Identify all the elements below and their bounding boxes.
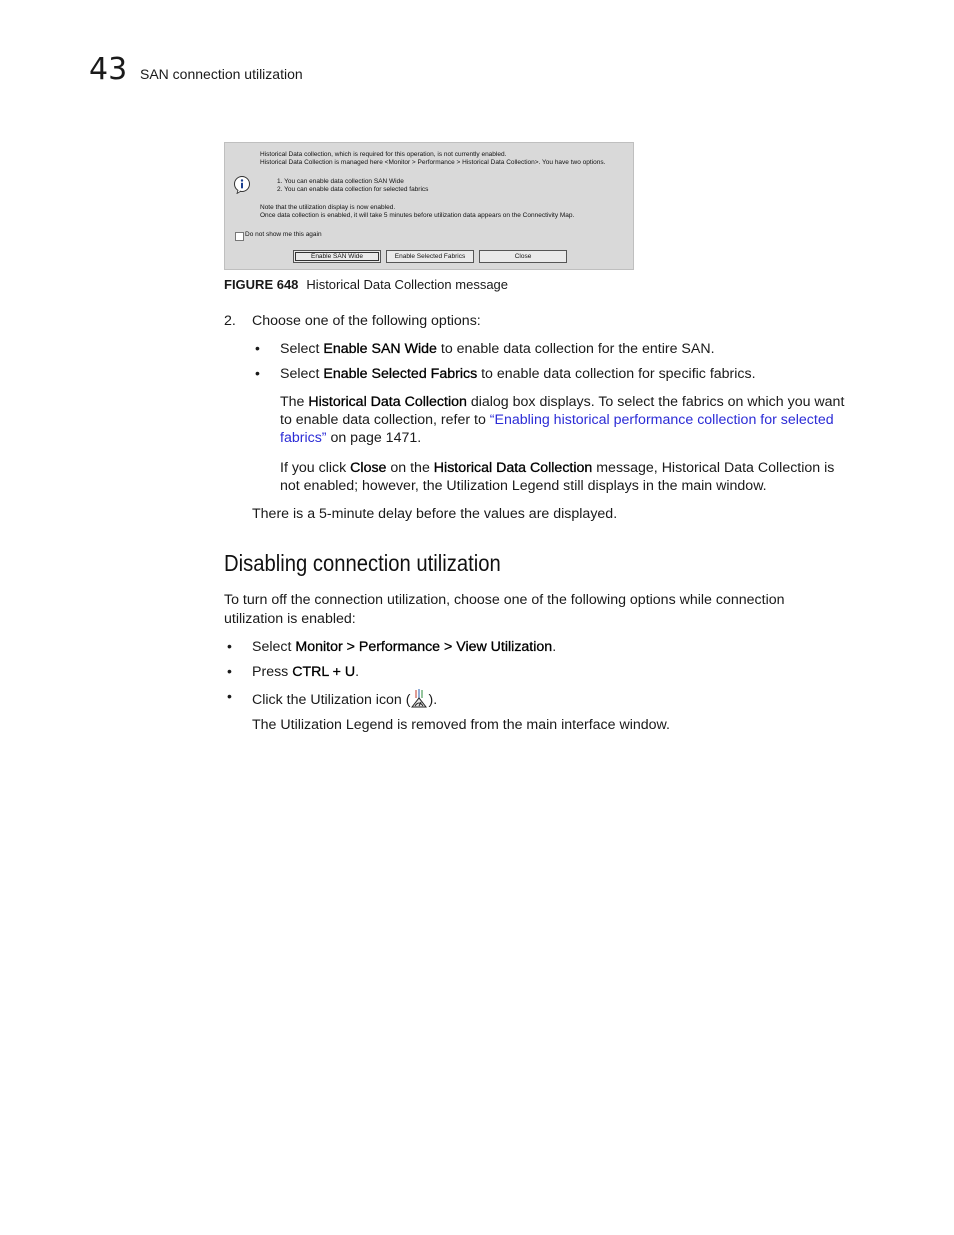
dialog-option-2: 2. You can enable data collection for selected fabrics — [277, 186, 429, 193]
option-icon: Click the Utilization icon ( ). — [252, 689, 437, 708]
utilization-icon — [410, 689, 428, 708]
cross-reference-link-cont[interactable]: fabrics” — [280, 430, 327, 446]
result-text: The Utilization Legend is removed from the main interface window. — [252, 717, 670, 733]
para2-line2: not enabled; however, the Utilization Legend still displays in the main window. — [280, 478, 767, 494]
dialog-line-1: Historical Data collection, which is required for this operation, is not currently enabled. — [260, 151, 507, 158]
bullet-dot: • — [227, 688, 232, 704]
para2-line1: If you click Close on the Historical Data Collection message, Historical Data Collection is — [280, 460, 835, 476]
option-shortcut: Press CTRL + U. — [252, 664, 360, 680]
figure-caption — [224, 277, 508, 292]
enable-selected-fabrics-button[interactable]: Enable Selected Fabrics — [386, 250, 474, 263]
dialog-option-1: 1. You can enable data collection SAN Wide — [277, 178, 404, 185]
step-text: Choose one of the following options: — [252, 313, 481, 329]
option-san-wide: Select Enable SAN Wide to enable data collection for the entire SAN. — [280, 341, 715, 357]
intro-line1: To turn off the connection utilization, choose one of the following options while connection — [224, 592, 785, 608]
close-button[interactable]: Close — [479, 250, 567, 263]
bullet-dot: • — [227, 663, 232, 679]
chapter-title: SAN connection utilization — [140, 66, 303, 82]
section-heading: Disabling connection utilization — [224, 550, 501, 576]
do-not-show-label: Do not show me this again — [245, 231, 322, 238]
historical-data-dialog — [224, 142, 634, 270]
bullet-dot: • — [255, 365, 260, 381]
do-not-show-checkbox[interactable] — [235, 232, 244, 241]
info-icon — [233, 176, 251, 194]
para1-line3: fabrics” on page 1471. — [280, 430, 422, 446]
chapter-number: 43 — [89, 52, 128, 87]
option-menu-path: Select Monitor > Performance > View Utilization. — [252, 639, 557, 655]
bullet-dot: • — [227, 638, 232, 654]
dialog-note-2: Once data collection is enabled, it will take 5 minutes before utilization data appears on the Connectivity Map. — [260, 212, 575, 219]
enable-san-wide-button[interactable]: Enable SAN Wide — [293, 250, 381, 263]
para1-line2: to enable data collection, refer to “Enabling historical performance collection for selected — [280, 412, 834, 428]
dialog-line-2: Historical Data Collection is managed here <Monitor > Performance > Historical Data Collection>. You have two options. — [260, 159, 606, 166]
bullet-dot: • — [255, 340, 260, 356]
intro-line2: utilization is enabled: — [224, 611, 356, 627]
step-number: 2. — [224, 313, 236, 329]
option-selected-fabrics: Select Enable Selected Fabrics to enable data collection for specific fabrics. — [280, 366, 756, 382]
dialog-note-1: Note that the utilization display is now enabled. — [260, 204, 396, 211]
delay-note: There is a 5-minute delay before the values are displayed. — [252, 506, 618, 522]
figure-title: Historical Data Collection message — [306, 277, 509, 292]
figure-label: FIGURE 648 — [224, 277, 299, 292]
cross-reference-link[interactable]: “Enabling historical performance collection for selected — [489, 412, 834, 428]
para1-line1: The Historical Data Collection dialog box displays. To select the fabrics on which you want — [280, 394, 845, 410]
